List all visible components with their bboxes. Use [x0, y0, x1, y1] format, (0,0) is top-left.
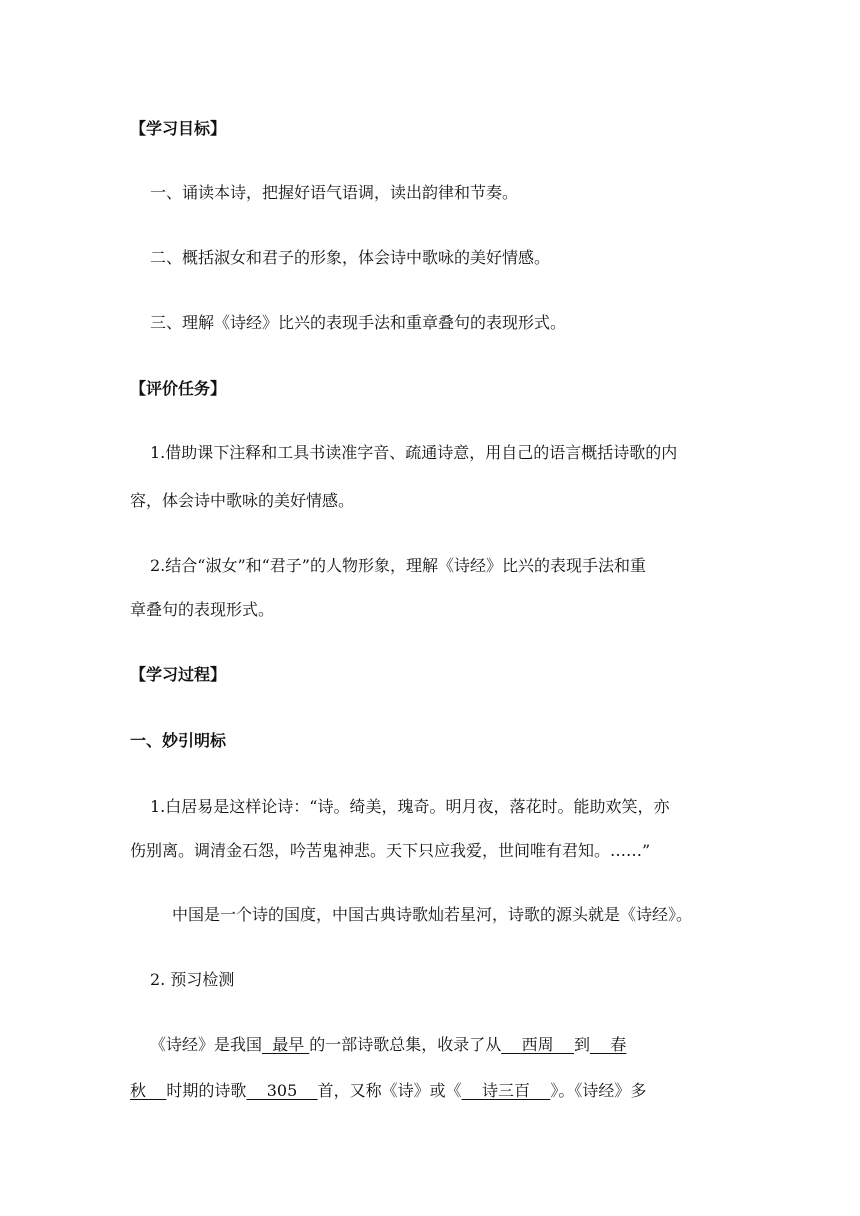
fill-text: 首，又称《诗》或《 — [317, 1081, 462, 1100]
fill-answer: 秋 — [130, 1081, 167, 1100]
fill-answer: 春 — [590, 1035, 627, 1054]
section-heading-process: 【学习过程】 — [130, 665, 227, 684]
task-item-1-line1: 1.借助课下注释和工具书读准字音、疏通诗意，用自己的语言概括诗歌的内 — [150, 443, 678, 462]
intro-paragraph: 中国是一个诗的国度，中国古典诗歌灿若星河，诗歌的源头就是《诗经》。 — [172, 905, 693, 924]
section-heading-goals: 【学习目标】 — [130, 119, 227, 138]
quote-line-1: 1.白居易是这样论诗：“诗。绮美，瑰奇。明月夜，落花时。能助欢笑，亦 — [150, 797, 670, 816]
fill-text: 到 — [574, 1035, 591, 1054]
task-item-1-line2: 容，体会诗中歌咏的美好情感。 — [130, 491, 355, 510]
fill-text: 时期的诗歌 — [166, 1081, 247, 1100]
task-item-2-line2: 章叠句的表现形式。 — [130, 600, 275, 619]
fill-blank-line-1 — [150, 1034, 770, 1056]
fill-answer: 最早 — [262, 1035, 310, 1054]
section-heading-tasks: 【评价任务】 — [130, 379, 227, 398]
fill-text: 》。《诗经》多 — [550, 1081, 647, 1100]
part-heading-intro: 一、妙引明标 — [130, 731, 227, 750]
fill-answer: 诗三百 — [461, 1081, 551, 1100]
fill-blank-line-2 — [130, 1080, 750, 1102]
quote-line-2: 伤别离。调清金石怨，吟苦鬼神悲。天下只应我爱，世间唯有君知。……” — [130, 841, 651, 860]
task-item-2-line1: 2.结合“淑女”和“君子”的人物形象，理解《诗经》比兴的表现手法和重 — [150, 556, 646, 575]
fill-answer: 305 — [246, 1081, 318, 1100]
goal-item-3: 三、理解《诗经》比兴的表现手法和重章叠句的表现形式。 — [150, 313, 567, 332]
preview-label: 2. 预习检测 — [150, 970, 235, 989]
goal-item-2: 二、概括淑女和君子的形象，体会诗中歌咏的美好情感。 — [150, 248, 551, 267]
fill-text: 的一部诗歌总集，收录了从 — [309, 1035, 502, 1054]
fill-answer: 西周 — [501, 1035, 574, 1054]
fill-text: 《诗经》是我国 — [150, 1035, 263, 1054]
goal-item-1: 一、诵读本诗，把握好语气语调，读出韵律和节奏。 — [150, 183, 519, 202]
